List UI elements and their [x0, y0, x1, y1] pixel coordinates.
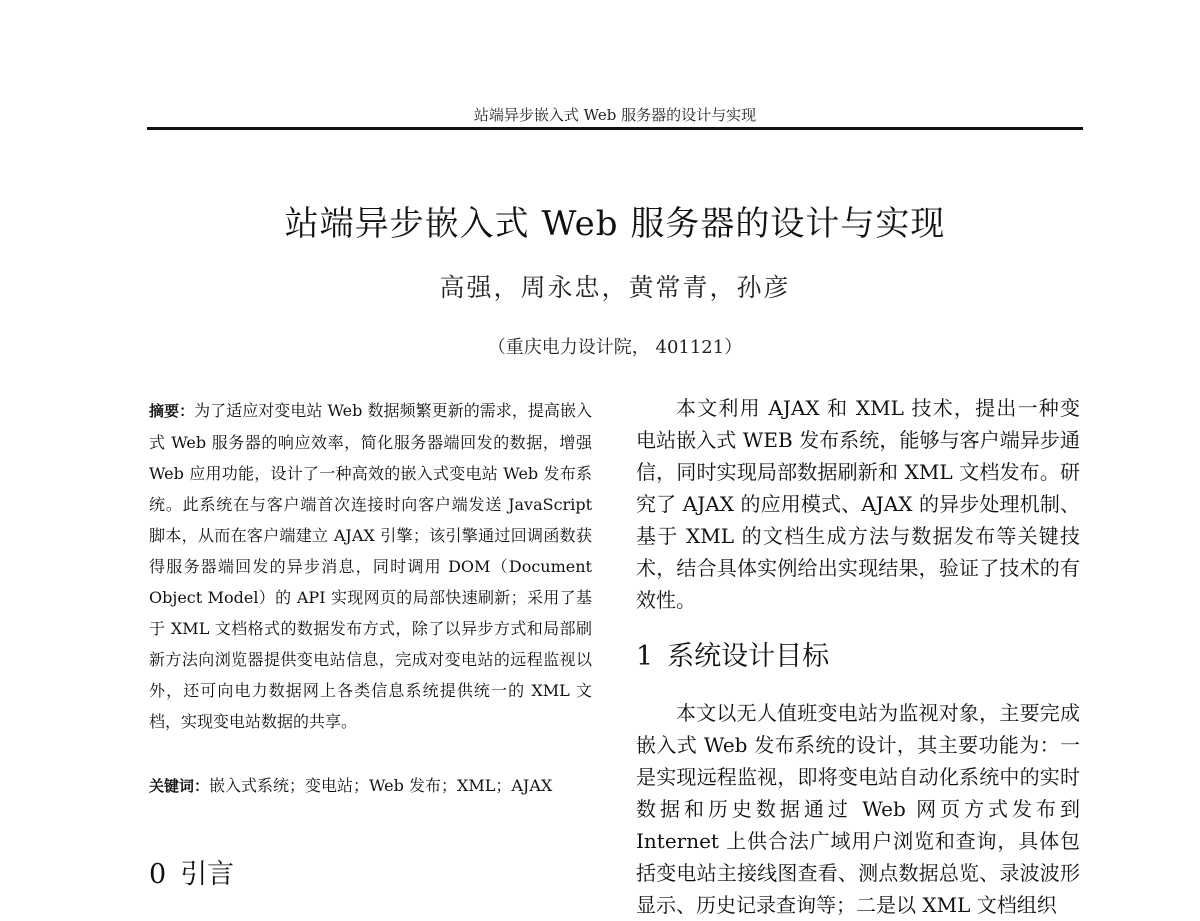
running-header: 站端异步嵌入式 Web 服务器的设计与实现 [473, 106, 757, 124]
abstract-label: 摘要： [149, 402, 195, 420]
keywords-block [149, 770, 592, 802]
section-title: 系统设计目标 [667, 641, 830, 672]
body-paragraph-1 [636, 392, 1080, 616]
section-title: 引言 [180, 859, 235, 890]
affiliation: （重庆电力设计院， 401121） [487, 337, 743, 358]
header-rule [147, 127, 1083, 130]
abstract-text: 为了适应对变电站 Web 数据频繁更新的需求，提高嵌入式 Web 服务器的响应效率，简化服务器端回发的数据，增强 Web 应用功能，设计了一种高效的嵌入式变电站 Web 发布系统。此系统在与客户端首次连接时向客户端发送 JavaScript 脚本，从而在客户端建立 AJAX 引擎；该引擎通过回调函数获得服务器端回发的异步消息，同时调用 DOM（Document Object Model）的 API 实现网页的局部快速刷新；采用了基于 XML 文档格式的数据发布方式，除了以异步方式和局部刷新方法向浏览器提供变电站信息，完成对变电站的远程监视以外，还可向电力数据网上各类信息系统提供统一的 XML 文档，实现变电站数据的共享。 [149, 401, 592, 731]
section-number: 1 [636, 641, 654, 672]
section-heading-1 [636, 634, 829, 673]
keywords-label: 关键词： [149, 777, 210, 795]
section-heading-intro [149, 852, 234, 891]
section-number: 0 [149, 859, 167, 890]
abstract-block [149, 395, 592, 737]
paragraph-text: 本文利用 AJAX 和 XML 技术，提出一种变电站嵌入式 WEB 发布系统，能够与客户端异步通信，同时实现局部数据刷新和 XML 文档发布。研究了 AJAX 的应用模式、AJAX 的异步处理机制、基于 XML 的文档生成方法与数据发布等关键技术，结合具体实例给出实现结果，验证了技术的有效性。 [636, 396, 1080, 612]
author-list: 高强，周永忠，黄常青，孙彦 [439, 273, 791, 302]
body-paragraph-2 [636, 697, 1080, 917]
paper-title: 站端异步嵌入式 Web 服务器的设计与实现 [284, 204, 946, 244]
keywords-text: 嵌入式系统；变电站；Web 发布；XML；AJAX [209, 776, 553, 795]
paragraph-text: 本文以无人值班变电站为监视对象，主要完成嵌入式 Web 发布系统的设计，其主要功能为：一是实现远程监视，即将变电站自动化系统中的实时数据和历史数据通过 Web 网页方式发布到 Internet 上供合法广域用户浏览和查询，具体包括变电站主接线图查看、测点数据总览、录波波形显示、历史记录查询等；二是以 XML 文档组织 [636, 701, 1080, 917]
